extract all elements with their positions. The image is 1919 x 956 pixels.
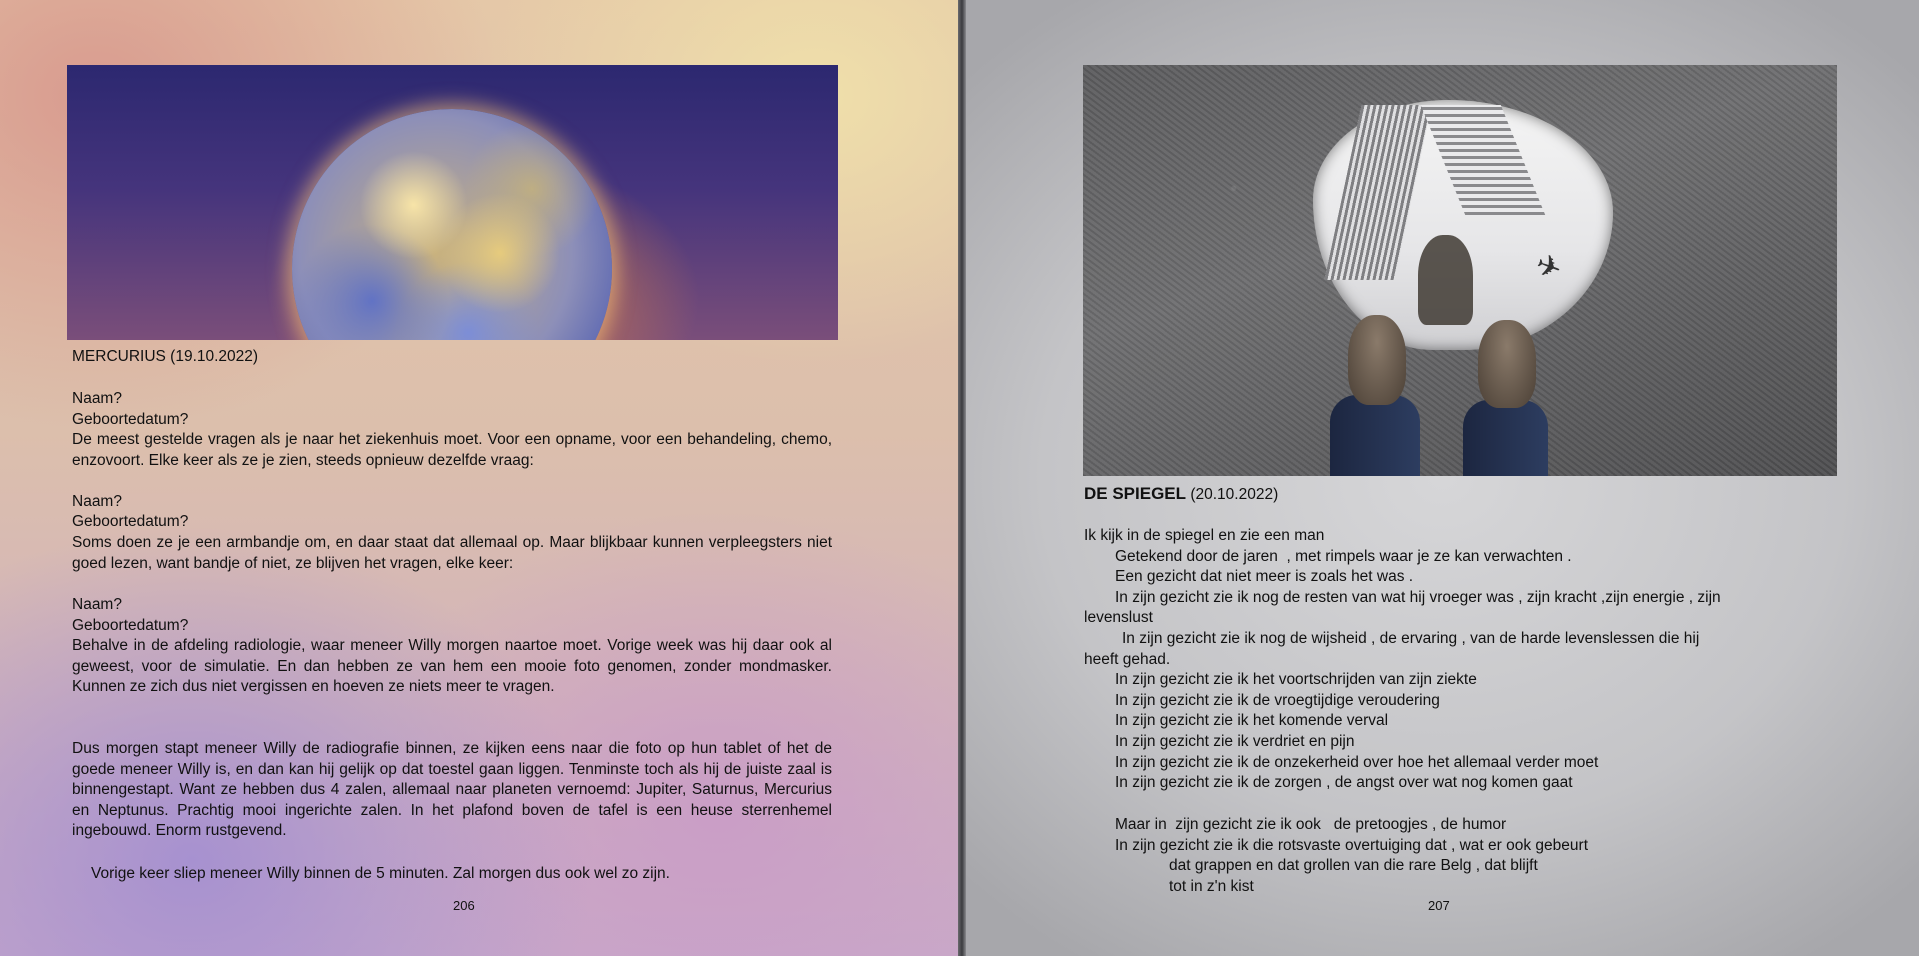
left-para-7: Naam?	[72, 596, 122, 613]
book-spine	[958, 0, 966, 956]
poem-line-8: In zijn gezicht zie ik het voortschrijden van zijn ziekte	[1115, 671, 1477, 688]
left-para-3: De meest gestelde vragen als je naar het ziekenhuis moet. Voor een opname, voor een behandeling, chemo, enzovoort. Elke keer als ze je zien, steeds opnieuw dezelfde vraag:	[72, 431, 832, 469]
left-para-10: Dus morgen stapt meneer Willy de radiografie binnen, ze kijken eens naar die foto op hun tablet of het de goede meneer Willy is, en dan kan hij gelijk op dat toestel gaan liggen. Tenminste toch als hij de juiste zaal is binnengestapt. Want ze hebben dus 4 zalen, allemaal naar planeten vernoemd: Jupiter, Saturnus, Mercurius en Neptunus. Prachtig mooi ingerichte zalen. In het plafond boven de tafel is een heuse sterrenhemel ingebouwd. Enorm rustgevend.	[72, 740, 832, 840]
poem-line-15: In zijn gezicht zie ik die rotsvaste overtuiging dat , wat er ook gebeurt	[1115, 837, 1588, 854]
left-para-4: Naam?	[72, 493, 122, 510]
poem-line-9: In zijn gezicht zie ik de vroegtijdige veroudering	[1115, 692, 1440, 709]
right-page	[966, 0, 1919, 956]
poem-line-12: In zijn gezicht zie ik de onzekerheid over hoe het allemaal verder moet	[1115, 754, 1599, 771]
right-title-date: (20.10.2022)	[1190, 486, 1279, 503]
poem-line-4: In zijn gezicht zie ik nog de resten van wat hij vroeger was , zijn kracht ,zijn energie , zijn	[1115, 589, 1721, 606]
left-shoe	[1348, 315, 1406, 405]
right-shoe	[1478, 320, 1536, 408]
poem-line-1: Ik kijk in de spiegel en zie een man	[1084, 527, 1325, 544]
right-title-bold: DE SPIEGEL	[1084, 484, 1187, 503]
left-para-11: Vorige keer sliep meneer Willy binnen de 5 minuten. Zal morgen dus ook wel zo zijn.	[91, 865, 670, 882]
poem-line-17: tot in z'n kist	[1169, 878, 1254, 895]
puddle-photo	[1083, 65, 1837, 476]
page-number-207: 207	[1428, 898, 1450, 913]
poem-line-11: In zijn gezicht zie ik verdriet en pijn	[1115, 733, 1355, 750]
planet-mercury	[292, 109, 612, 340]
right-title	[1084, 484, 1278, 506]
mercury-photo	[67, 65, 838, 340]
poem-line-13: In zijn gezicht zie ik de zorgen , de angst over wat nog komen gaat	[1115, 774, 1573, 791]
airplane-icon: ✈	[1531, 247, 1567, 288]
right-leg	[1463, 400, 1548, 476]
left-page	[0, 0, 958, 956]
poem-line-6: In zijn gezicht zie ik nog de wijsheid , de ervaring , van de harde levenslessen die hij	[1122, 630, 1700, 647]
left-title: MERCURIUS (19.10.2022)	[72, 348, 259, 365]
poem-line-3: Een gezicht dat niet meer is zoals het was .	[1115, 568, 1414, 585]
poem-line-14: Maar in zijn gezicht zie ik ook de pretoogjes , de humor	[1115, 816, 1507, 833]
poem-line-7: heeft gehad.	[1084, 651, 1171, 668]
left-para-8: Geboortedatum?	[72, 617, 189, 634]
poem-line-16: dat grappen en dat grollen van die rare Belg , dat blijft	[1169, 857, 1538, 874]
left-para-9: Behalve in de afdeling radiologie, waar meneer Willy morgen naartoe moet. Vorige week was hij daar ook al geweest, voor de simulatie. En dan hebben ze van hem een mooie foto genomen, zonder mondmasker. Kunnen ze zich dus niet vergissen en hoeven ze niets meer te vragen.	[72, 637, 832, 696]
left-leg	[1330, 395, 1420, 476]
poem-line-5: levenslust	[1084, 609, 1153, 626]
person-reflection	[1418, 235, 1473, 325]
poem-line-2: Getekend door de jaren , met rimpels waar je ze kan verwachten .	[1115, 548, 1572, 565]
left-para-1: Naam?	[72, 390, 122, 407]
poem-line-10: In zijn gezicht zie ik het komende verval	[1115, 712, 1389, 729]
left-para-5: Geboortedatum?	[72, 513, 189, 530]
left-para-6: Soms doen ze je een armbandje om, en daar staat dat allemaal op. Maar blijkbaar kunnen verpleegsters niet goed lezen, want bandje of niet, ze blijven het vragen, elke keer:	[72, 534, 832, 572]
left-para-2: Geboortedatum?	[72, 411, 189, 428]
page-number-206: 206	[453, 898, 475, 913]
